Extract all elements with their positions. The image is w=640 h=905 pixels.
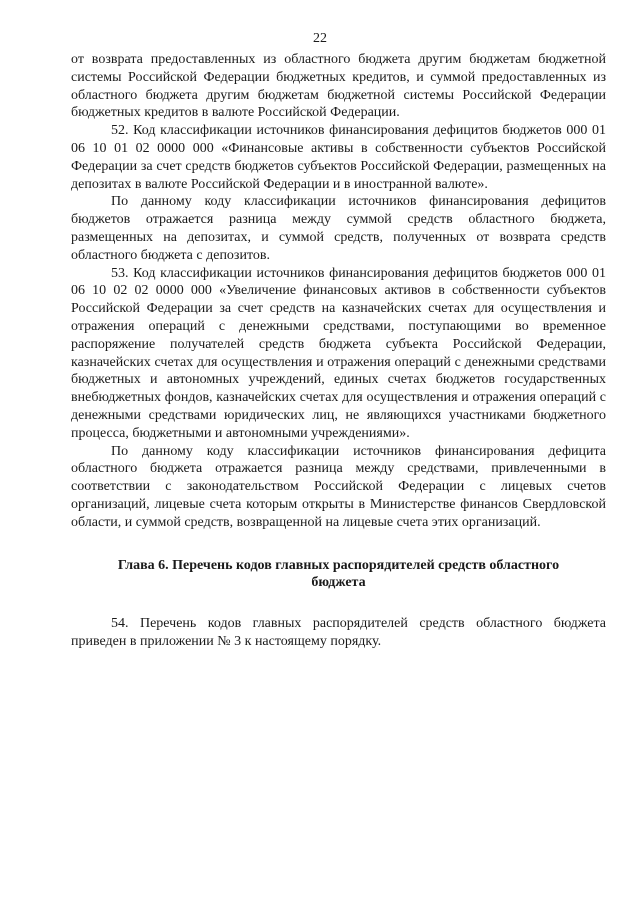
- paragraph-53: 53. Код классификации источников финансирования дефицитов бюджетов 000 01 06 10 02 02 0000 000 «Увеличение финансовых активов в собственности субъектов Российской Федерации за счет средств на казначейских счетах для осуществления и отражения операций с денежными средствами, поступающими во временное распоряжение получателей средств бюджета субъекта Российской Федерации, казначейских счетах для осуществления и отражения операций с денежными средствами бюджетных и автономных учреждений, единых счетах бюджетов государственных внебюджетных фондов, казначейских счетах для осуществления и отражения операций с денежными средствами юридических лиц, не являющихся участниками бюджетного процесса, бюджетными и автономными учреждениями».: [71, 265, 606, 441]
- document-body: [71, 51, 606, 651]
- paragraph-53-explanation: По данному коду классификации источников финансирования дефицита областного бюджета отражается разница между средствами, привлеченными в соответствии с законодательством Российской Федерации с лицевых счетов организаций, лицевые счета которым открыты в Министерстве финансов Свердловской области, и суммой средств, возвращенной на лицевые счета этих организаций.: [71, 443, 606, 530]
- chapter-heading: Глава 6. Перечень кодов главных распорядителей средств областного бюджета: [117, 557, 560, 591]
- paragraph-52-explanation: По данному коду классификации источников финансирования дефицитов бюджетов отражается разница между суммой средств областного бюджета, размещенных на депозитах, и суммой средств, полученных от возврата средств областного бюджета с депозитов.: [71, 194, 606, 263]
- paragraph-54: 54. Перечень кодов главных распорядителей средств областного бюджета приведен в приложении № 3 к настоящему порядку.: [71, 616, 606, 649]
- paragraph-continuation: от возврата предоставленных из областного бюджета другим бюджетам бюджетной системы Российской Федерации бюджетных кредитов, и суммой предоставленных из областного бюджета другим бюджетам бюджетной системы Российской Федерации бюджетных кредитов в валюте Российской Федерации.: [71, 52, 606, 121]
- page-number: 22: [313, 31, 327, 46]
- paragraph-52: 52. Код классификации источников финансирования дефицитов бюджетов 000 01 06 10 01 02 0000 000 «Финансовые активы в собственности субъектов Российской Федерации за счет средств бюджетов субъектов Российской Федерации, размещенных на депозитах в валюте Российской Федерации и в иностранной валюте».: [71, 123, 606, 192]
